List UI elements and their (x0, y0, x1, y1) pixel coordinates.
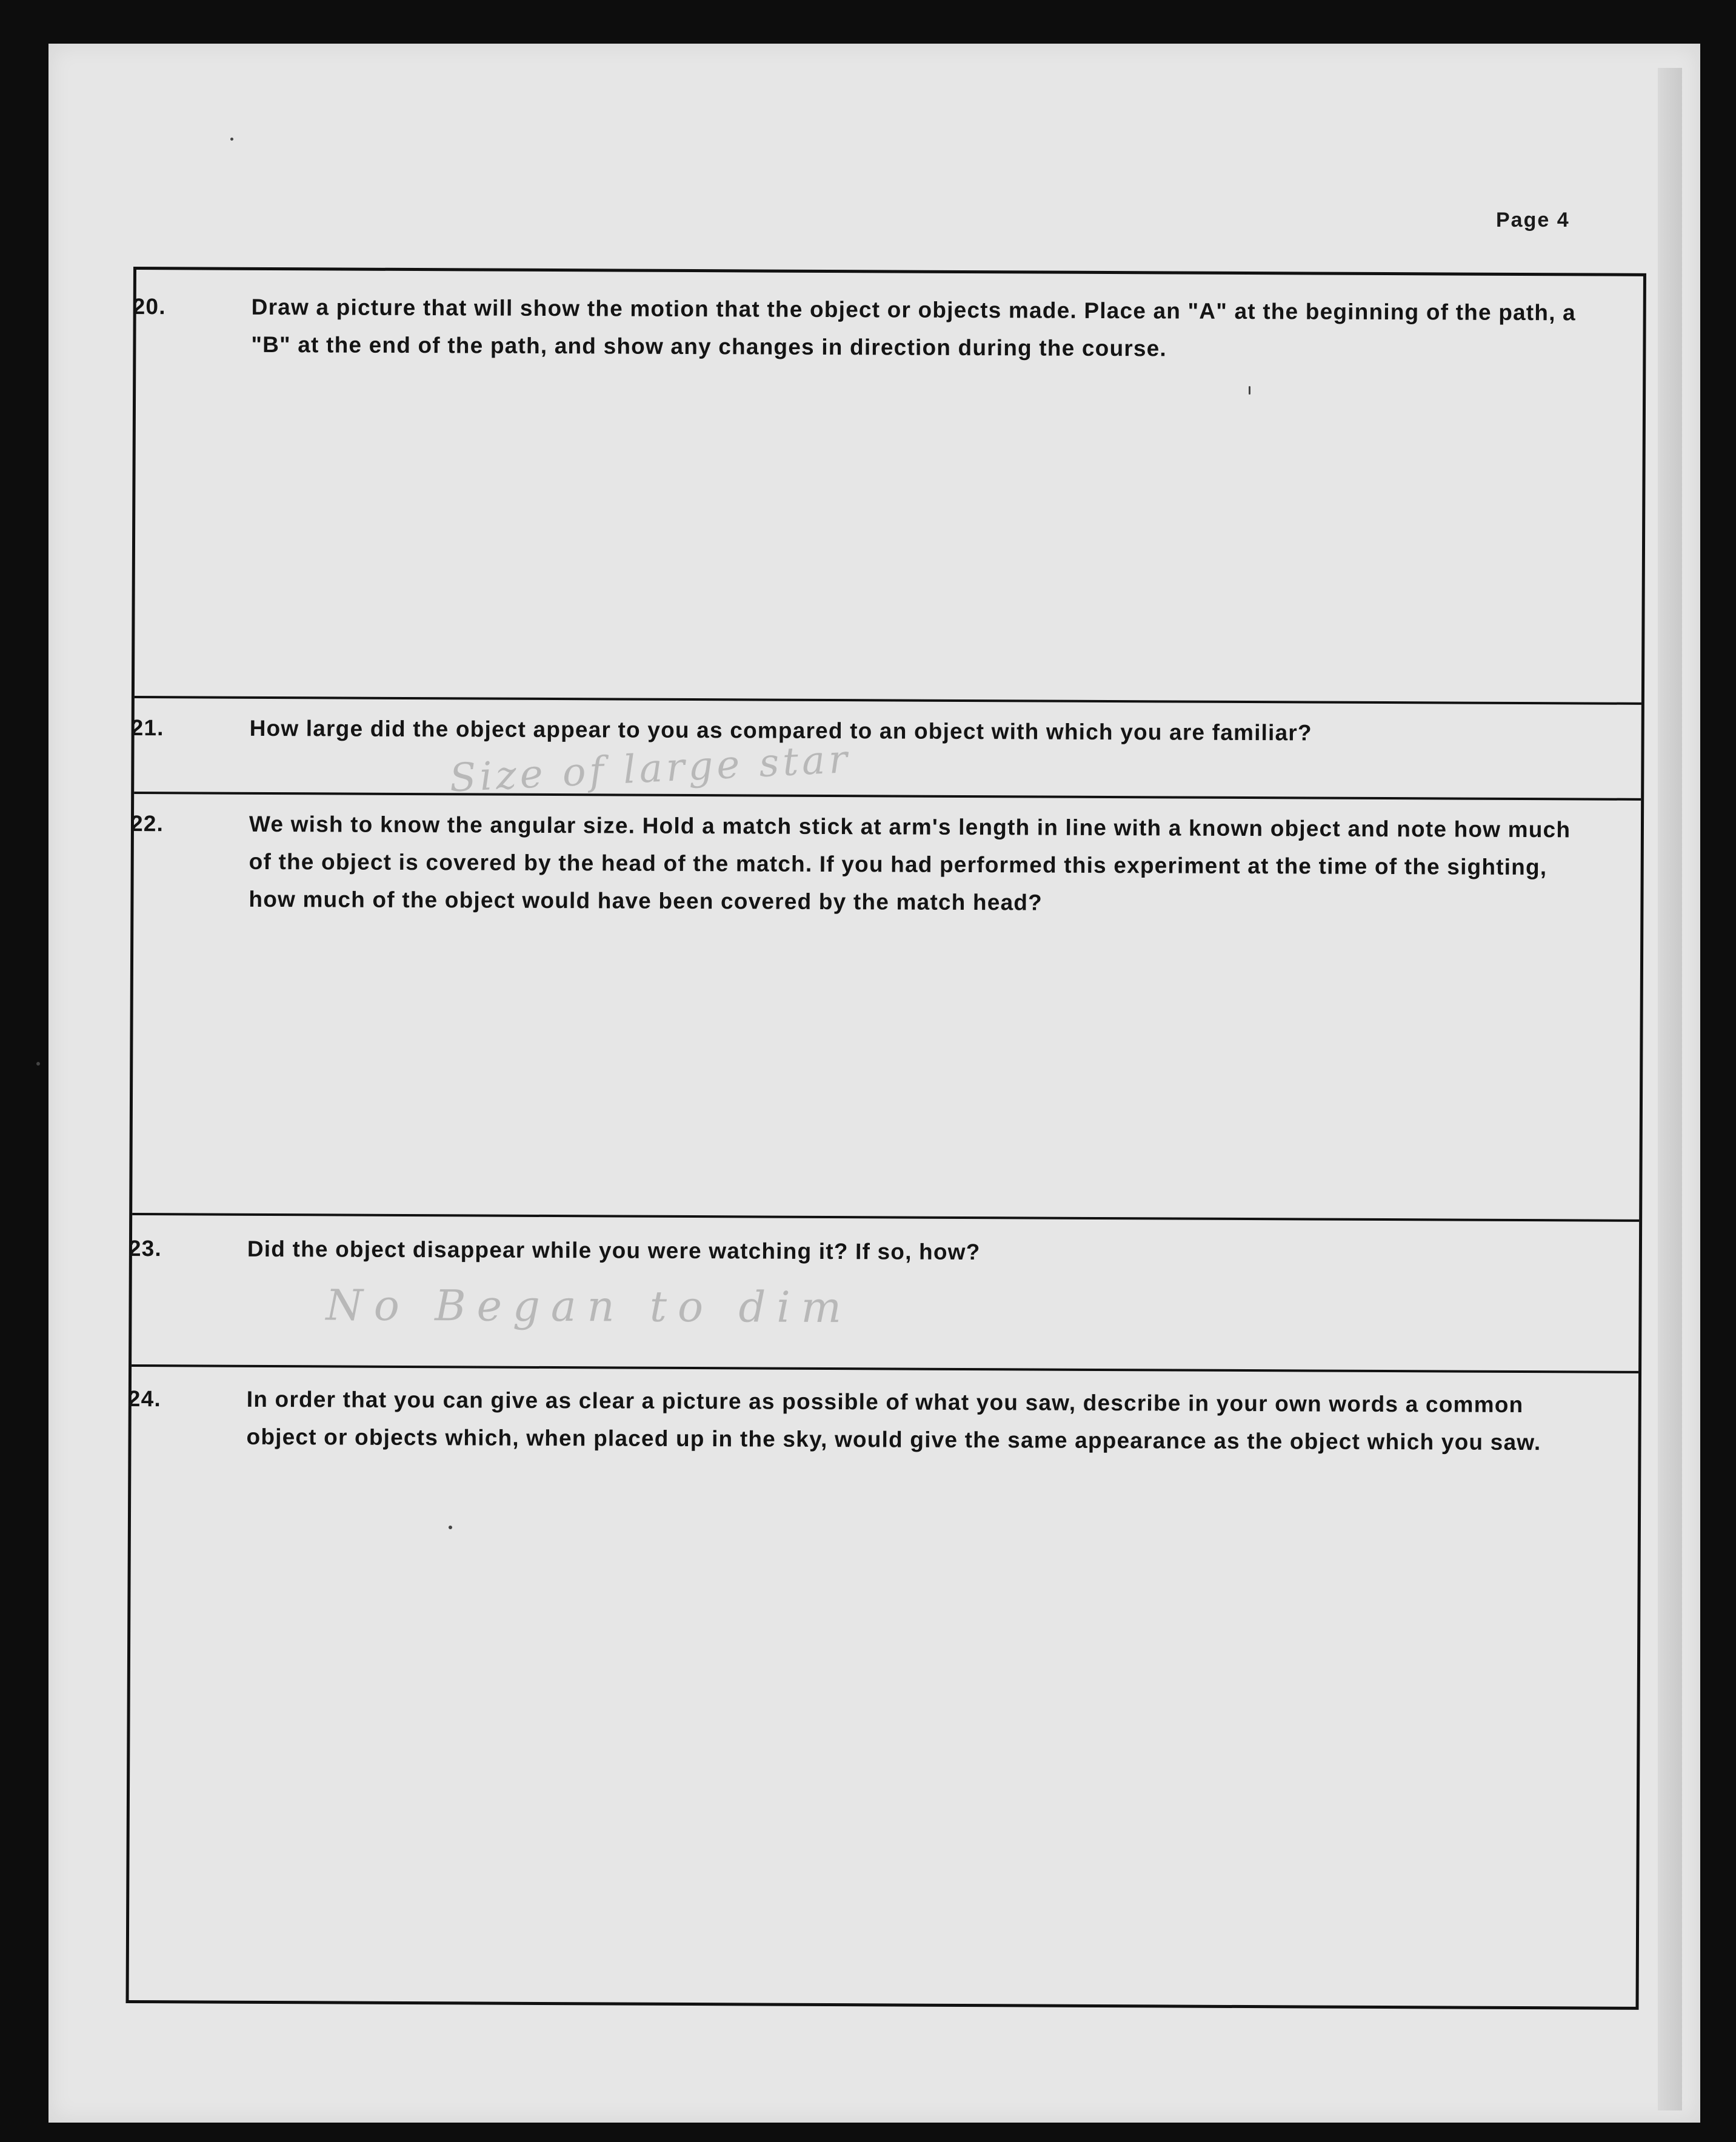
question-21-section (130, 696, 1641, 801)
page-number: Page 4 (1496, 209, 1570, 232)
drawing-area[interactable] (135, 367, 1643, 702)
question-23-section (128, 1213, 1639, 1373)
question-text: We wish to know the angular size. Hold a match stick at arm's length in line with a known object and note how much of the object is covered by the head of the match. If you had performed this experiment at the time of the sighting, how much of the object would have been covered by the match head? (249, 811, 1571, 915)
question-22 (130, 805, 1586, 924)
question-number: 23. (128, 1235, 162, 1261)
question-number: 20. (132, 293, 166, 319)
question-23 (128, 1230, 1584, 1273)
question-text: In order that you can give as clear a picture as possible of what you saw, describe in your own words a common object or objects which, when placed up in the sky, would give the same appearance as the object which you saw. (246, 1386, 1541, 1455)
scan-speck (1249, 386, 1250, 395)
scan-speck (449, 1526, 452, 1529)
page-edge-shadow (1658, 68, 1682, 2110)
question-24 (127, 1380, 1584, 1461)
question-20-section (132, 270, 1643, 705)
question-number: 22. (130, 810, 164, 836)
question-24-section (129, 1364, 1639, 2007)
questionnaire-form (125, 267, 1646, 2010)
scan-speck (230, 138, 233, 141)
question-text: How large did the object appear to you as compared to an object with which you are familiar? (249, 715, 1312, 746)
handwritten-answer: No Began to dim (326, 1280, 853, 1333)
question-22-section (132, 792, 1641, 1222)
document-page (48, 44, 1700, 2123)
handwritten-answer: Size of large star (448, 736, 852, 801)
question-text: Did the object disappear while you were watching it? If so, how? (247, 1236, 981, 1265)
scan-speck (36, 1062, 40, 1066)
question-number: 24. (127, 1386, 161, 1412)
question-20 (132, 288, 1589, 369)
question-number: 21. (130, 715, 164, 741)
question-text: Draw a picture that will show the motion that the object or objects made. Place an "A" at the beginning of the path, a "B" at the end of the path, and show any changes in direction during the course. (251, 294, 1576, 361)
question-21 (130, 709, 1587, 753)
